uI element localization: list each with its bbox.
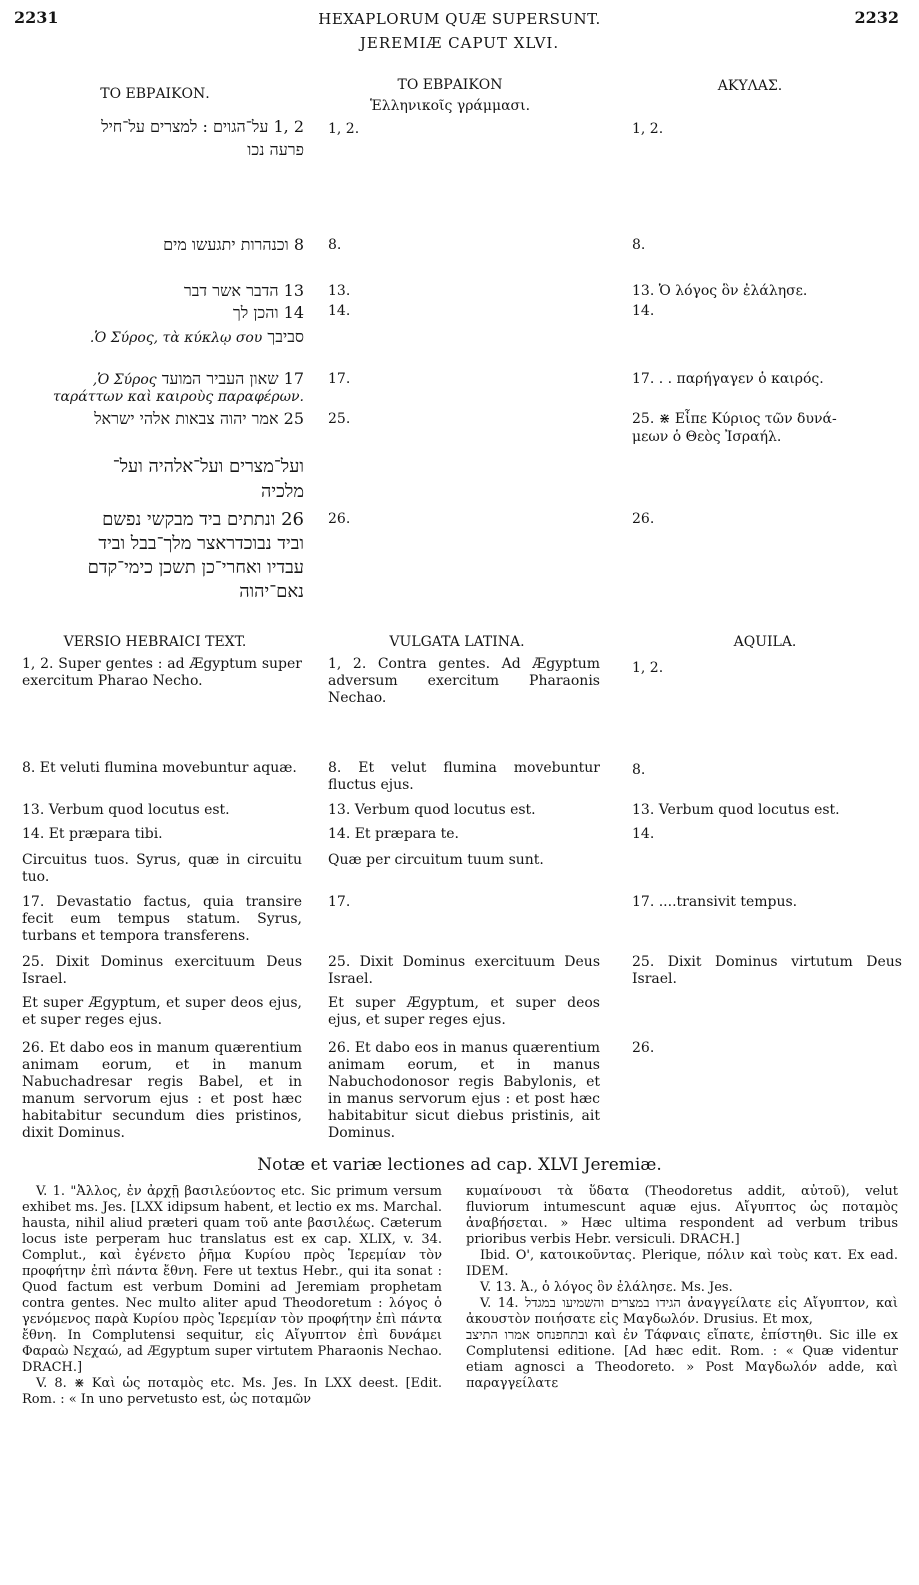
column-head-hebrew: ΤΟ ΕΒΡΑΙΚΟΝ. bbox=[100, 86, 210, 102]
page-number-right: 2232 bbox=[854, 8, 899, 27]
aquila-greek-verse-26: 26. bbox=[632, 511, 655, 527]
versio-verse-25-cont: Et super Ægyptum, et super deos ejus, et super reges ejus. bbox=[22, 995, 302, 1028]
column-head-hebrew-greek: ΤΟ ΕΒΡΑΙΚΟΝ bbox=[397, 77, 503, 93]
aquila-latin-verse-8: 8. bbox=[632, 762, 646, 778]
aquila-latin-verse-25: 25. Dixit Dominus virtutum Deus Israel. bbox=[632, 954, 902, 987]
aquila-latin-verse-17: 17. ....transivit tempus. bbox=[632, 894, 798, 910]
translit-verse-14: 14. bbox=[328, 303, 351, 319]
translit-verse-26: 26. bbox=[328, 511, 351, 527]
hebrew-verse-14: 14 והכן לך bbox=[232, 303, 304, 322]
hebrew-verse-8: 8 וכנהרות יתגעשו מים bbox=[163, 235, 304, 254]
note-verse-14 bbox=[466, 1296, 898, 1328]
translit-verse-25: 25. bbox=[328, 411, 351, 427]
note-verse-14-label: V. 14. bbox=[480, 1296, 519, 1311]
vulgata-verse-14-cont: Quæ per circuitum tuum sunt. bbox=[328, 852, 544, 868]
hebrew-verse-1: 2 ,1 על־הגוים : למצרים על־חיל bbox=[101, 117, 304, 136]
note-verse-1: V. 1. "Ἀλλος, ἐν ἀρχῇ βασιλεύοντος etc. Sic primum versum exhibet ms. Jes. [LXX idipsum habent, et lectio ex ms. Marchal. hausta, nihil aliud præteri quam τοῦ ante βασιλέως. Cæterum locus iste perperam huc translatus est ex cap. XLIX, v. 34. Complut., καὶ ἐγένετο ῥῆμα Κυρίου πρὸς Ἱερεμίαν τὸν προφήτην ἐπὶ πάντα ἔθνη. Fere ut textus Hebr., qui ita sonat : Quod factum est verbum Domini ad Jeremiam prophetam contra gentes. Nec multo aliter apud Theodoretum : λόγος ὁ γενόμενος παρὰ Κυρίου πρὸς Ἱερεμίαν τὸν προφήτην ἐπὶ πάντα ἔθνη. In Complutensi sequitur, εἰς Αἴγυπτον ἐπὶ δυνάμει Φαραὼ Νεχαώ, ad Ægyptum super virtutem Pharaonis Nechao. DRACH.] bbox=[22, 1184, 442, 1375]
aquila-greek-verse-1: 1, 2. bbox=[632, 121, 664, 137]
note-verse-14-cont bbox=[466, 1328, 898, 1392]
hebrew-verse-25-end: מלכיה bbox=[261, 481, 304, 502]
hebrew-verse-26-line2: וביד נבוכדראצר מלך־בבל וביד bbox=[98, 533, 304, 554]
note-verse-8-cont: κυμαίνουσι τὰ ὕδατα (Theodoretus addit, αὐτοῦ), velut fluviorum intumescunt aquæ ejus. Αἴγυπτος ὡς ποταμὸς ἀναβήσεται. » Hæc ultima respondent ad verbum tribus prioribus verbis Hebr. versiculi. DRACH.] bbox=[466, 1184, 898, 1247]
vulgata-verse-17: 17. bbox=[328, 894, 351, 910]
column-subhead-greek-letters: Ἑλληνικοῖς γράμμασι. bbox=[369, 98, 531, 114]
aquila-latin-verse-14: 14. bbox=[632, 826, 655, 842]
syrus-greek: Ὁ Σύρος, bbox=[92, 372, 157, 388]
hebrew-verse-25: 25 אמר יהוה צבאות אלהי ישראל bbox=[94, 409, 304, 428]
hebrew-verse-25-cont: ועל־מצרים ועל־אלהיה ועל־ bbox=[112, 456, 304, 477]
hebrew-verse-17 bbox=[14, 368, 304, 389]
aquila-latin-verse-1: 1, 2. bbox=[632, 660, 664, 676]
aquila-latin-verse-13: 13. Verbum quod locutus est. bbox=[632, 802, 840, 818]
vulgata-verse-25-cont: Et super Ægyptum, et super deos ejus, et super reges ejus. bbox=[328, 995, 600, 1028]
translit-verse-17: 17. bbox=[328, 371, 351, 387]
hebrew-word: סביבך bbox=[267, 327, 304, 346]
vulgata-verse-26: 26. Et dabo eos in manus quærentium animam eorum, et in manus Nabuchodonosor regis Babylonis, et in manus servorum ejus : et post hæc habitabitur sicut diebus pristinis, ait Dominus. bbox=[328, 1040, 600, 1141]
vulgata-verse-25: 25. Dixit Dominus exercituum Deus Israel. bbox=[328, 954, 600, 987]
vulgata-verse-13: 13. Verbum quod locutus est. bbox=[328, 802, 536, 818]
column-head-aquila-latin: AQUILA. bbox=[733, 634, 797, 650]
note-verse-14-cont-text: καὶ ἐν Τάφναις εἴπατε, ἐπίστηθι. Sic ille ex Complutensi editione. [Ad hæc edit. Rom. : « Quæ videntur etiam agnosci a Theodoreto. » Post Μαγδωλόν adde, καὶ παραγγείλατε bbox=[466, 1328, 899, 1391]
hebrew-verse-26: 26 ונתתים ביד מבקשי נפשם bbox=[102, 509, 304, 530]
aquila-greek-verse-14: 14. bbox=[632, 303, 655, 319]
translit-verse-1: 1, 2. bbox=[328, 121, 360, 137]
note-verse-8: V. 8. ⋇ Καὶ ὡς ποταμὸς etc. Ms. Jes. In LXX deest. [Edit. Rom. : « In uno pervetusto est, ὡς ποταμῶν bbox=[22, 1376, 442, 1407]
aquila-greek-verse-8: 8. bbox=[632, 237, 646, 253]
column-head-versio: VERSIO HEBRAICI TEXT. bbox=[63, 634, 247, 650]
versio-verse-8: 8. Et veluti flumina movebuntur aquæ. bbox=[22, 760, 297, 776]
notes-left-column bbox=[22, 1184, 442, 1408]
note-hebrew-phrase: הגידו במצרים והשמיעו במגדל bbox=[525, 1296, 681, 1311]
versio-verse-14-cont: Circuitus tuos. Syrus, quæ in circuitu tuo. bbox=[22, 852, 302, 885]
running-title: HEXAPLORUM QUÆ SUPERSUNT. bbox=[318, 10, 601, 28]
note-hebrew-phrase-2: ובתחפנחס אמרו התיצב bbox=[466, 1328, 588, 1343]
vulgata-verse-8: 8. Et velut flumina movebuntur fluctus ejus. bbox=[328, 760, 600, 793]
versio-verse-17: 17. Devastatio factus, quia transire fecit eum tempus statum. Syrus, turbans et tempora transferens. bbox=[22, 894, 302, 944]
aquila-latin-verse-26: 26. bbox=[632, 1040, 655, 1056]
aquila-greek-verse-13: 13. Ὁ λόγος ὃν ἐλάλησε. bbox=[632, 283, 808, 299]
page-number-left: 2231 bbox=[14, 8, 59, 27]
chapter-title: JEREMIÆ CAPUT XLVI. bbox=[359, 34, 560, 52]
column-head-aquila-greek: ΑΚΥΛΑΣ. bbox=[717, 78, 783, 94]
versio-verse-1: 1, 2. Super gentes : ad Ægyptum super exercitum Pharao Necho. bbox=[22, 656, 302, 689]
syrus-greek-cont: ταράττων καὶ καιροὺς παραφέρων. bbox=[52, 389, 304, 405]
notes-title: Notæ et variæ lectiones ad cap. XLVI Jeremiæ. bbox=[257, 1155, 662, 1175]
versio-verse-14: 14. Et præpara tibi. bbox=[22, 826, 163, 842]
hebrew-verse-14-cont bbox=[14, 326, 304, 347]
syrus-greek: Ὁ Σύρος, τὰ κύκλῳ σου. bbox=[89, 330, 263, 346]
note-verse-13: V. 13. Ἀ., ὁ λόγος ὃν ἐλάλησε. Ms. Jes. bbox=[480, 1280, 733, 1295]
hebrew-verse-1-cont: פרעה נכו bbox=[247, 140, 304, 159]
hebrew-text: 17 שאון העביר המועד bbox=[161, 369, 304, 388]
hebrew-verse-26-line4: נאם־יהוה bbox=[239, 581, 304, 602]
aquila-greek-verse-25: 25. ⋇ Εἶπε Κύριος τῶν δυνά- bbox=[632, 411, 837, 427]
aquila-greek-verse-17: 17. . . παρήγαγεν ὁ καιρός. bbox=[632, 371, 824, 387]
column-head-vulgata: VULGATA LATINA. bbox=[389, 634, 525, 650]
note-ibid: Ibid. Ο', κατοικοῦντας. Plerique, πόλιν καὶ τοὺς κατ. Ex ead. IDEM. bbox=[466, 1248, 898, 1279]
versio-verse-13: 13. Verbum quod locutus est. bbox=[22, 802, 230, 818]
vulgata-verse-14: 14. Et præpara te. bbox=[328, 826, 459, 842]
translit-verse-8: 8. bbox=[328, 237, 342, 253]
versio-verse-26: 26. Et dabo eos in manum quærentium animam eorum, et in manum Nabuchadresar regis Babel, et in manum servorum ejus : et post hæc habitabitur secundum dies pristinos, dixit Dominus. bbox=[22, 1040, 302, 1141]
note-verse-14-text: ἀναγγείλατε εἰς Αἴγυπτον, καὶ ἀκουστὸν ποιήσατε εἰς Μαγδωλόν. Drusius. Et mox, bbox=[466, 1296, 898, 1327]
versio-verse-25: 25. Dixit Dominus exercituum Deus Israel. bbox=[22, 954, 302, 987]
hebrew-verse-13: 13 הדבר אשר דבר bbox=[183, 281, 304, 300]
translit-verse-13: 13. bbox=[328, 283, 351, 299]
vulgata-verse-1: 1, 2. Contra gentes. Ad Ægyptum adversum exercitum Pharaonis Nechao. bbox=[328, 656, 600, 706]
aquila-greek-verse-25-cont: μεων ὁ Θεὸς Ἰσραήλ. bbox=[632, 429, 782, 445]
hebrew-verse-26-line3: עבדיו ואחרי־כן תשכן כימי־קדם bbox=[87, 557, 304, 578]
notes-right-column bbox=[466, 1184, 898, 1392]
